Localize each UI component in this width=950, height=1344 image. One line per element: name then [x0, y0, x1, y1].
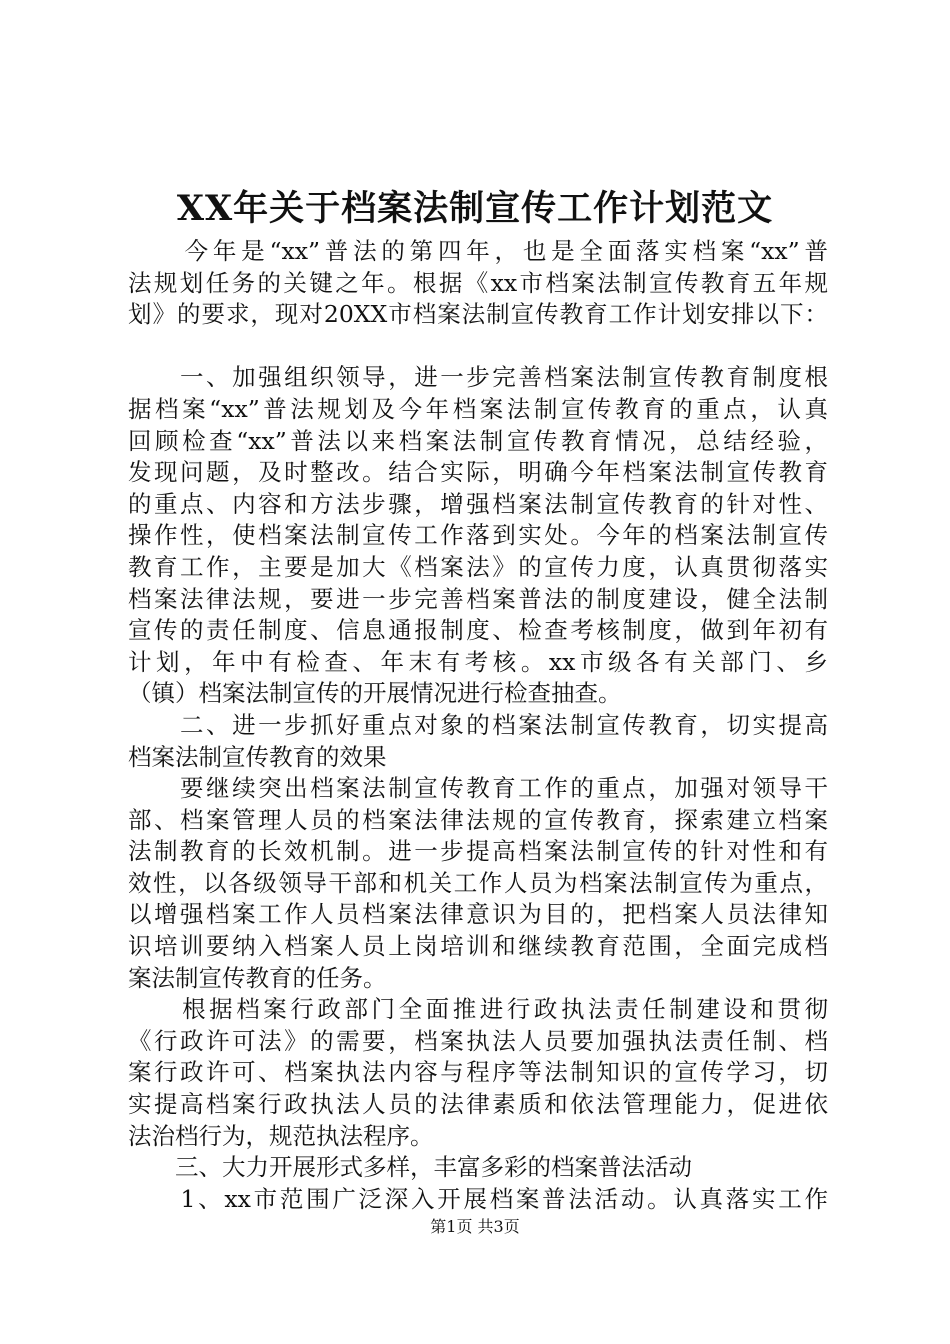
text-line: 计划，年中有检查、年末有考核。xx市级各有关部门、乡 — [128, 647, 828, 676]
text-line: 的重点、内容和方法步骤，增强档案法制宣传教育的针对性、 — [128, 489, 828, 518]
paragraph-gap — [128, 331, 828, 363]
text-line: 部、档案管理人员的档案法律法规的宣传教育，探索建立档案 — [128, 805, 828, 834]
text-line: 档案法律法规，要进一步完善档案普法的制度建设，健全法制 — [128, 584, 828, 613]
text-line: 据档案“xx”普法规划及今年档案法制宣传教育的重点，认真 — [128, 394, 828, 423]
text-line: 三、大力开展形式多样，丰富多彩的档案普法活动 — [128, 1153, 692, 1182]
text-line: 今年是“xx”普法的第四年，也是全面落实档案“xx”普 — [128, 237, 828, 265]
text-line: 要继续突出档案法制宣传教育工作的重点，加强对领导干 — [128, 774, 828, 803]
text-line: 效性，以各级领导干部和机关工作人员为档案法制宣传为重点， — [128, 868, 828, 897]
text-line: 教育工作，主要是加大《档案法》的宣传力度，认真贯彻落实 — [128, 552, 828, 581]
text-line: 以增强档案工作人员档案法律意识为目的，把档案人员法律知 — [128, 900, 828, 929]
text-line: 《行政许可法》的需要，档案执法人员要加强执法责任制、档 — [128, 1026, 828, 1055]
document-title: XX年关于档案法制宣传工作计划范文 — [176, 188, 774, 229]
text-line: （镇）档案法制宣传的开展情况进行检查抽查。 — [128, 679, 622, 708]
text-line: 1、xx市范围广泛深入开展档案普法活动。认真落实工作 — [128, 1184, 828, 1213]
text-line: 案行政许可、档案执法内容与程序等法制知识的宣传学习，切 — [128, 1058, 828, 1087]
text-line: 宣传的责任制度、信息通报制度、检查考核制度，做到年初有 — [128, 616, 828, 645]
text-line: 法规划任务的关键之年。根据《xx市档案法制宣传教育五年规 — [128, 268, 828, 297]
text-line: 实提高档案行政执法人员的法律素质和依法管理能力，促进依 — [128, 1090, 828, 1119]
text-line: 二、进一步抓好重点对象的档案法制宣传教育，切实提高 — [128, 710, 828, 739]
document-body — [128, 236, 828, 1215]
text-line: 操作性，使档案法制宣传工作落到实处。今年的档案法制宣传 — [128, 521, 828, 550]
text-line: 识培训要纳入档案人员上岗培训和继续教育范围，全面完成档 — [128, 932, 828, 961]
page-footer: 第1页 共3页 — [430, 1217, 520, 1236]
text-line: 案法制宣传教育的任务。 — [128, 963, 387, 992]
text-line: 划》的要求，现对20XX市档案法制宣传教育工作计划安排以下： — [128, 300, 828, 329]
text-line: 一、加强组织领导，进一步完善档案法制宣传教育制度根 — [128, 363, 828, 392]
text-line: 法制教育的长效机制。进一步提高档案法制宣传的针对性和有 — [128, 837, 828, 866]
text-line: 发现问题，及时整改。结合实际，明确今年档案法制宣传教育 — [128, 458, 828, 487]
text-line: 法治档行为，规范执法程序。 — [128, 1121, 434, 1150]
text-line: 回顾检查“xx”普法以来档案法制宣传教育情况，总结经验， — [128, 426, 828, 455]
text-line: 根据档案行政部门全面推进行政执法责任制建设和贯彻 — [128, 995, 828, 1024]
text-line: 档案法制宣传教育的效果 — [128, 742, 387, 771]
